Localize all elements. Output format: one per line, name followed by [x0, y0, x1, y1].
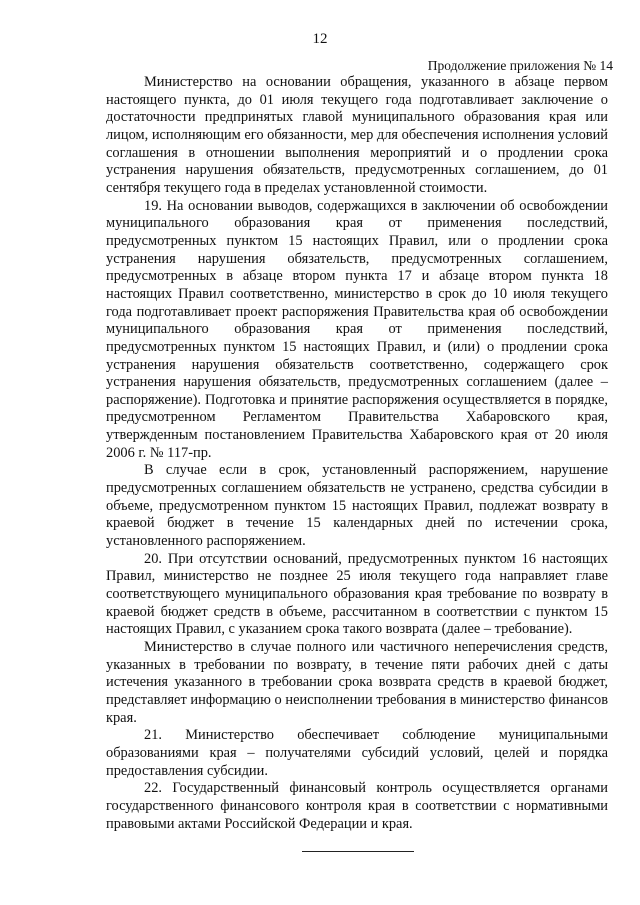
paragraph-clause-19-refund: В случае если в срок, установленный распоряжением, нарушение предусмотренных соглашением обязательств не устранено, средства субсидии в объеме, предусмотренном пунктом 15 настоящих Правил, подлежат возврату в краевой бюджет в течение 15 календарных дней по истечении срока, установленного распоряжением. — [106, 462, 608, 550]
paragraph-ministry-conclusion: Министерство на основании обращения, указанного в абзаце первом настоящего пункта, до 01 июля текущего года подготавливает заключение о достаточности предпринятых главой муниципального образования края или лицом, исполняющим его обязанности, мер для обеспечения исполнения условий соглашения в отношении выполнения мероприятий и о продлении срока устранения нарушения обязательств, предусмотренных соглашением, до 01 сентября текущего года в пределах установленной стоимости. — [106, 74, 608, 196]
page-number: 12 — [312, 31, 328, 47]
appendix-continuation-note: Продолжение приложения № 14 — [427, 58, 613, 73]
paragraph-clause-19: 19. На основании выводов, содержащихся в заключении об освобождении муниципального образования края от применения последствий, предусмотренных пунктом 15 настоящих Правил, или о продлении срока устранения нарушения обязательств, предусмотренных соглашением, предусмотренных в абзаце втором пункта 17 и абзаце втором пункта 18 настоящих Правил соответственно, министерство в срок до 10 июля текущего года подготавливает проект распоряжения Правительства края об освобождении муниципального образования края от применения последствий, предусмотренных пунктом 15 настоящих Правил, и (или) о продлении срока устранения нарушения обязательств соответственно, содержащего срок устранения нарушения обязательств, предусмотренных соглашением (далее – распоряжение). Подготовка и принятие распоряжения осуществляется в порядке, предусмотренном Регламентом Правительства Хабаровского края, утвержденным постановлением Правительства Хабаровского края от 20 июля 2006 г. № 117-пр. — [106, 197, 608, 461]
closing-divider-line — [302, 851, 414, 852]
document-body — [106, 74, 608, 833]
paragraph-clause-20-nonpayment: Министерство в случае полного или частичного неперечисления средств, указанных в требовании по возврату, в течение пяти рабочих дней с даты истечения указанного в требовании срока возврата средств в краевой бюджет, представляет информацию о неисполнении требования в министерство финансов края. — [106, 639, 608, 726]
paragraph-clause-21: 21. Министерство обеспечивает соблюдение муниципальными образованиями края – получателями субсидий условий, целей и порядка предоставления субсидии. — [106, 727, 608, 779]
paragraph-clause-20: 20. При отсутствии оснований, предусмотренных пунктом 16 настоящих Правил, министерство не позднее 25 июля текущего года направляет главе соответствующего муниципального образования края требование по возврату в краевой бюджет средств в объеме, рассчитанном в соответствии с пунктом 15 настоящих Правил, с указанием срока такого возврата (далее – требование). — [106, 550, 608, 638]
paragraph-clause-22: 22. Государственный финансовый контроль осуществляется органами государственного финансового контроля края в соответствии с нормативными правовыми актами Российской Федерации и края. — [106, 780, 608, 832]
